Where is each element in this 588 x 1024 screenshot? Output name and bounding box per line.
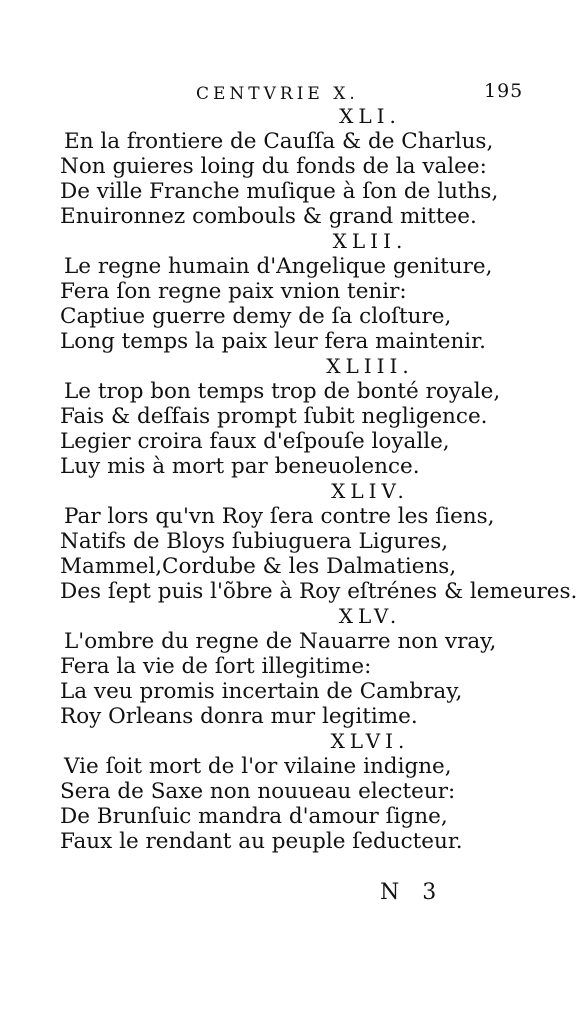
quatrain-numeral: XLIII. [326, 354, 414, 378]
verse-line: De Brunſuic mandra d'amour ſigne, [60, 804, 448, 829]
verse-line: Par lors qu'vn Roy ſera contre les ſiens, [64, 504, 495, 529]
verse-line: Captiue guerre demy de ſa cloſture, [60, 304, 452, 329]
verse-line: Roy Orleans donra mur legitime. [60, 704, 418, 729]
quatrain [60, 354, 560, 479]
quatrain-numeral: XLI. [339, 104, 401, 128]
page-number: 195 [484, 80, 524, 102]
quatrain [60, 479, 578, 604]
verse-line: Natifs de Bloys ſubiuguera Ligures, [60, 529, 449, 554]
verse-line: Enuironnez combouls & grand mittee. [60, 204, 477, 229]
quatrain [60, 229, 560, 354]
quatrain-numeral: XLIV. [331, 479, 409, 503]
verse-line: La veu promis incertain de Cambray, [60, 679, 463, 704]
verse-line: Fera la vie de ſort illegitime: [60, 654, 372, 679]
verse-line: L'ombre du regne de Nauarre non vray, [64, 629, 497, 654]
verse-line: Luy mis à mort par beneuolence. [60, 454, 420, 479]
verse-line: Non guieres loing du fonds de la valee: [60, 154, 487, 179]
quatrain-numeral: XLV. [338, 604, 402, 628]
verse-line: Vie ſoit mort de l'or vilaine indigne, [64, 754, 452, 779]
verse-line: Fais & deſfais prompt ſubit negligence. [60, 404, 488, 429]
verse-line: Mammel,Cordube & les Dalmatiens, [60, 554, 457, 579]
verse-line: De ville Franche muſique à ſon de luths, [60, 179, 499, 204]
quatrain-numeral: XLVI. [330, 729, 410, 753]
signature-mark: N 3 [380, 880, 445, 905]
verse-line: Legier croira faux d'eſpouſe loyalle, [60, 429, 450, 454]
quatrain-list [60, 104, 578, 854]
verse-line: Le trop bon temps trop de bonté royale, [64, 379, 501, 404]
verse-line: Long temps la paix leur fera maintenir. [60, 329, 486, 354]
quatrain [60, 604, 560, 729]
verse-line: Faux le rendant au peuple ſeducteur. [60, 829, 463, 854]
verse-line: Le regne humain d'Angelique geniture, [64, 254, 493, 279]
quatrain [60, 729, 560, 854]
running-title: CENTVRIE X. [196, 84, 359, 104]
quatrain [60, 104, 560, 229]
verse-line: Fera ſon regne paix vnion tenir: [60, 279, 407, 304]
verse-line: Sera de Saxe non nouueau electeur: [60, 779, 456, 804]
quatrain-numeral: XLII. [332, 229, 408, 253]
verse-line: En la frontiere de Cauſſa & de Charlus, [64, 129, 494, 154]
verse-line: Des ſept puis l'õbre à Roy eſtrénes & lemeures. [60, 579, 578, 604]
